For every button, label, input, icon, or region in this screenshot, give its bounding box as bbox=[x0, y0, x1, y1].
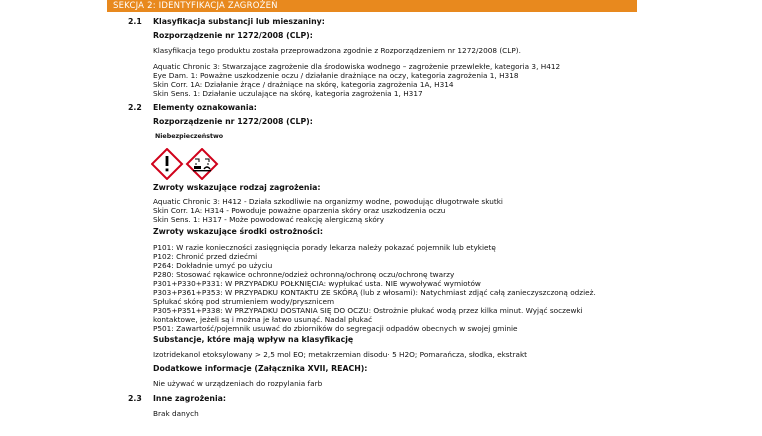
hazard-statements-heading: Zwroty wskazujące rodzaj zagrożenia: bbox=[153, 183, 321, 192]
additional-info-text: Nie używać w urządzeniach do rozpylania farb bbox=[153, 379, 323, 388]
classification-line: Aquatic Chronic 3: Stwarzające zagrożenie dla środowiska wodnego – zagrożenie przewlekłe, kategoria 3, H412 bbox=[153, 62, 561, 71]
precautionary-statement: P101: W razie konieczności zasięgnięcia porady lekarza należy pokazać pojemnik lub etykietę bbox=[153, 243, 496, 252]
section-title: SEKCJA 2: IDENTYFIKACJA ZAGROŻEŃ bbox=[113, 1, 278, 11]
classification-line: Skin Corr. 1A: Działanie żrące / drażniące na skórę, kategoria zagrożenia 1A, H314 bbox=[153, 80, 454, 89]
hazard-statement: Skin Corr. 1A: H314 - Powoduje poważne oparzenia skóry oraz uszkodzenia oczu bbox=[153, 206, 446, 215]
section-2-1-number: 2.1 bbox=[128, 17, 142, 26]
hazard-statement: Skin Sens. 1: H317 - Może powodować reakcję alergiczną skóry bbox=[153, 215, 385, 224]
signal-word: Niebezpieczeństwo bbox=[155, 133, 224, 140]
additional-info-heading: Dodatkowe informacje (Załącznika XVII, REACH): bbox=[153, 364, 368, 373]
substances-text: Izotridekanol etoksylowany > 2,5 mol EO; metakrzemian disodu· 5 H2O; Pomarańcza, słodka, ekstrakt bbox=[153, 350, 528, 359]
precautionary-statement: P303+P361+P353: W PRZYPADKU KONTAKTU ZE SKÓRĄ (lub z włosami): Natychmiast zdjąć całą zanieczyszczoną odzież. bbox=[153, 288, 596, 297]
ghs-pictograms bbox=[151, 148, 221, 180]
section-header-bar bbox=[107, 0, 637, 12]
precautionary-statement: kontaktowe, jeżeli są i można je łatwo usunąć. Nadal płukać bbox=[153, 315, 373, 324]
section-2-2-number: 2.2 bbox=[128, 103, 142, 112]
precautionary-statement: Spłukać skórę pod strumieniem wody/prysznicem bbox=[153, 297, 335, 306]
substances-heading: Substancje, które mają wpływ na klasyfikację bbox=[153, 335, 354, 344]
precautionary-statement: P301+P330+P331: W PRZYPADKU POŁKNIĘCIA: wypłukać usta. NIE wywoływać wymiotów bbox=[153, 279, 481, 288]
exclamation-mark-icon bbox=[152, 149, 182, 179]
classification-line: Skin Sens. 1: Działanie uczulające na skórę, kategoria zagrożenia 1, H317 bbox=[153, 89, 423, 98]
classification-intro: Klasyfikacja tego produktu została przeprowadzona zgodnie z Rozporządzeniem nr 1272/2008 (CLP). bbox=[153, 46, 521, 55]
precautionary-statement: P280: Stosować rękawice ochronne/odzież ochronną/ochronę oczu/ochronę twarzy bbox=[153, 270, 455, 279]
classification-line: Eye Dam. 1: Poważne uszkodzenie oczu / działanie drażniące na oczy, kategoria zagrożenia 1, H318 bbox=[153, 71, 519, 80]
corrosion-icon bbox=[187, 149, 217, 179]
precautionary-statement: P305+P351+P338: W PRZYPADKU DOSTANIA SIĘ DO OCZU: Ostrożnie płukać wodą przez kilka minut. Wyjąć soczewki bbox=[153, 306, 583, 315]
other-hazards-text: Brak danych bbox=[153, 409, 199, 418]
section-2-1-heading: Klasyfikacja substancji lub mieszaniny: bbox=[153, 17, 325, 26]
section-2-3-number: 2.3 bbox=[128, 394, 142, 403]
hazard-statement: Aquatic Chronic 3: H412 - Działa szkodliwie na organizmy wodne, powodując długotrwałe skutki bbox=[153, 197, 503, 206]
precautionary-statements-heading: Zwroty wskazujące środki ostrożności: bbox=[153, 227, 323, 236]
section-2-3-heading: Inne zagrożenia: bbox=[153, 394, 227, 403]
precautionary-statement: P102: Chronić przed dziećmi bbox=[153, 252, 258, 261]
section-2-2-regulation: Rozporządzenie nr 1272/2008 (CLP): bbox=[153, 117, 313, 126]
section-2-1-regulation: Rozporządzenie nr 1272/2008 (CLP): bbox=[153, 31, 313, 40]
section-2-2-heading: Elementy oznakowania: bbox=[153, 103, 257, 112]
precautionary-statement: P501: Zawartość/pojemnik usuwać do zbiorników do segregacji odpadów obecnych w swojej gminie bbox=[153, 324, 518, 333]
precautionary-statement: P264: Dokładnie umyć po użyciu bbox=[153, 261, 273, 270]
